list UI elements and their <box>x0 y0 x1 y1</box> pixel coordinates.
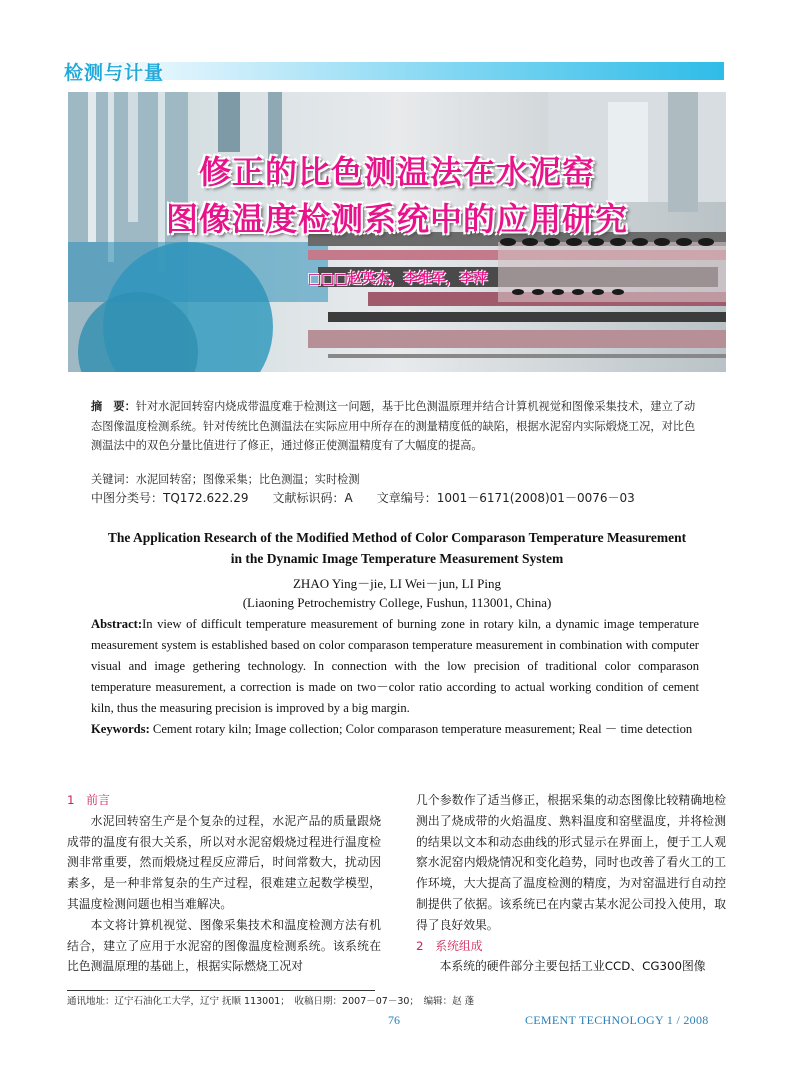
journal-reference: CEMENT TECHNOLOGY 1 / 2008 <box>525 1013 709 1027</box>
paper-title-en-line-2: in the Dynamic Image Temperature Measurement System <box>230 551 564 566</box>
body-paragraph-4: 本系统的硬件部分主要包括工业CCD、CG300图像 <box>439 959 706 974</box>
section-heading-intro: 1 前言 <box>67 793 110 807</box>
paper-title-en-line-1: The Application Research of the Modified Method of Color Comparason Temperature Measurement <box>107 530 687 545</box>
abstract-en-text: In view of difficult temperature measurement of burning zone in rotary kiln, a dynamic image temperature measurement system is established based on color comparason temperature measurement in combination with computer visual and image gethering technology. In connection with the low precision of traditional color comparason temperature measurement, a correction is made on two－color ratio according to actual working condition of cement kiln, thus the measuring precision is improved by a big margin. <box>91 617 699 715</box>
paper-title-cn-line-2: 图像温度检测系统中的应用研究 <box>165 200 628 238</box>
body-column-right <box>416 790 726 977</box>
section-heading-system: 2 系统组成 <box>416 938 483 953</box>
abstract-cn <box>91 397 705 456</box>
abstract-cn-text: 针对水泥回转窑内烧成带温度难于检测这一问题，基于比色测温原理并结合计算机视觉和图像采集技术，建立了动态图像温度检测系统。针对传统比色测温法在实际应用中所存在的测量精度低的缺陷，根据水泥窑内实际煅烧工况，对比色测温法中的双色分量比值进行了修正，通过修正使测温精度有了大幅度的提高。 <box>91 400 696 452</box>
abstract-cn-label: 摘 要： <box>91 400 136 413</box>
keywords-en-text: Cement rotary kiln; Image collection; Color comparason temperature measurement; Real － time detection <box>149 722 693 736</box>
section-tag: 检测与计量 <box>64 62 165 84</box>
classification-line: 中图分类号：TQ172.622.29 文献标识码：A 文章编号：1001－6171(2008)01－0076－03 <box>91 491 635 505</box>
keywords-en-label: Keywords: <box>91 722 150 736</box>
authors-cn: □□□赵英杰，李维军，李萍 <box>308 271 488 287</box>
affiliation-en: (Liaoning Petrochemistry College, Fushun, 113001, China) <box>242 595 552 610</box>
body-paragraph-3: 几个参数作了适当修正，根据采集的动态图像比较精确地检测出了烧成带的火焰温度、熟料温度和窑壁温度，并将检测的结果以文本和动态曲线的形式显示在界面上，便于工人观察水泥窑内煅烧情况和变化趋势，同时也改善了看火工的工作环境，大大提高了温度检测的精度，为对窑温进行自动控制提供了依据。该系统已在内蒙古某水泥公司投入使用，取得了良好效果。 <box>416 793 726 932</box>
keywords-cn: 关键词：水泥回转窑；图像采集；比色测温；实时检测 <box>91 473 360 486</box>
paper-title-cn-line-1: 修正的比色测温法在水泥窑 <box>198 153 595 191</box>
body-paragraph-1: 水泥回转窑生产是个复杂的过程，水泥产品的质量跟烧成带的温度有很大关系，所以对水泥窑煅烧过程进行温度检测非常重要，然而煅烧过程反应滞后，时间常数大，扰动因素多，是一种非常复杂的生产过程，很难建立起数学模型，其温度检测问题也相当难解决。 <box>67 813 381 911</box>
footnote-rule <box>67 990 375 991</box>
footnote: 通讯地址：辽宁石油化工大学，辽宁 抚顺 113001； 收稿日期：2007－07－30； 编辑：赵 蓬 <box>67 996 475 1007</box>
body-paragraph-2: 本文将计算机视觉、图像采集技术和温度检测方法有机结合，建立了应用于水泥窑的图像温度检测系统。该系统在比色测温原理的基础上，根据实际燃烧工况对 <box>67 917 381 974</box>
body-column-left <box>67 790 381 977</box>
abstract-en <box>91 614 699 719</box>
page-number: 76 <box>388 1013 400 1027</box>
abstract-en-label: Abstract: <box>91 617 143 631</box>
title-banner <box>68 92 726 372</box>
authors-en: ZHAO Ying－jie, LI Wei－jun, LI Ping <box>292 576 502 591</box>
keywords-en <box>91 719 699 740</box>
